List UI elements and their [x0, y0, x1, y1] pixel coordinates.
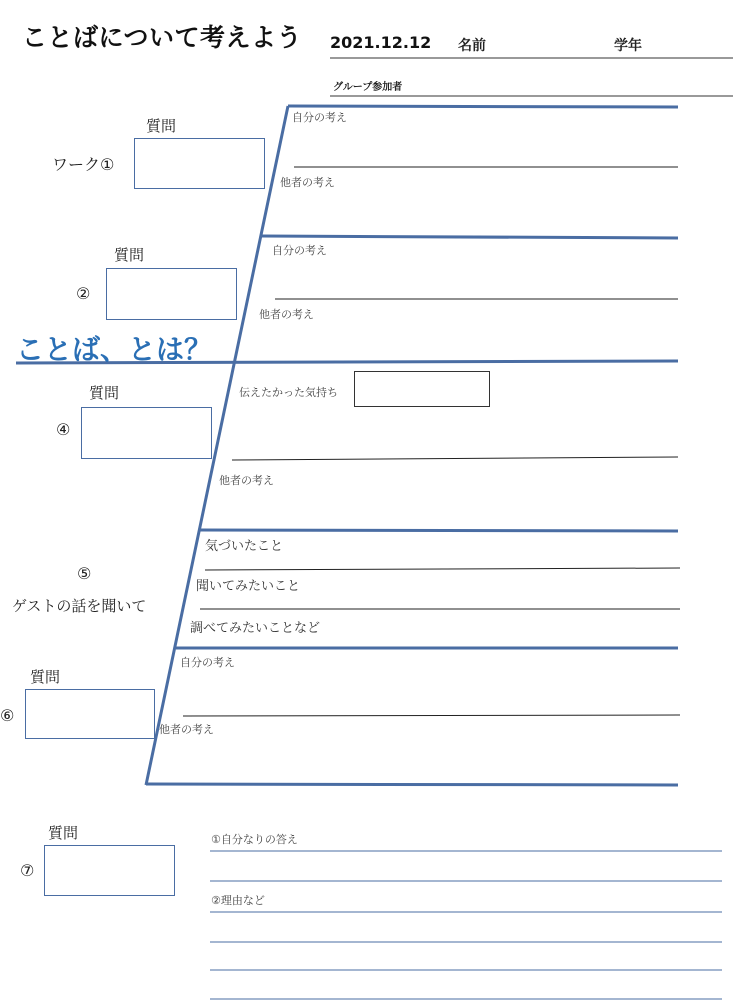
- own-thought-label: 自分の考え: [272, 244, 327, 257]
- question-label: 質問: [89, 384, 120, 402]
- question-label: 質問: [48, 824, 79, 842]
- question-label: 質問: [114, 246, 145, 264]
- others-thought-label: 他者の考え: [259, 308, 314, 321]
- own-thought-label: 自分の考え: [180, 656, 235, 669]
- own-thought-label: 自分の考え: [292, 111, 347, 124]
- others-thought-label: 他者の考え: [159, 723, 214, 736]
- noticed-label: 気づいたこと: [205, 539, 284, 554]
- section-line: [199, 530, 678, 531]
- question-label: 質問: [30, 668, 61, 686]
- question-box-6[interactable]: [25, 689, 155, 739]
- page-title: ことばについて考えよう: [22, 23, 303, 52]
- feeling-box[interactable]: [354, 371, 490, 407]
- own-answer-label: ①自分なりの答え: [211, 833, 298, 846]
- want-to-research-label: 調べてみたいことなど: [190, 621, 321, 636]
- divider-line: [205, 568, 680, 570]
- group-label: グループ参加者: [333, 82, 403, 93]
- want-to-ask-label: 聞いてみたいこと: [196, 579, 301, 594]
- section-5-number: ⑤: [77, 564, 92, 583]
- guest-label: ゲストの話を聞いて: [12, 597, 147, 615]
- question-box-4[interactable]: [81, 407, 212, 459]
- question-box-7[interactable]: [44, 845, 175, 896]
- question-box-1[interactable]: [134, 138, 265, 189]
- feeling-label: 伝えたかった気持ち: [239, 386, 338, 399]
- question-box-2[interactable]: [106, 268, 237, 320]
- section-6-number: ⑥: [0, 706, 15, 725]
- reasons-label: ②理由など: [211, 894, 265, 907]
- divider-line: [232, 457, 678, 460]
- section-line: [262, 236, 678, 238]
- grade-label: 学年: [614, 38, 642, 54]
- question-label: 質問: [146, 117, 177, 135]
- section-2-number: ②: [76, 284, 91, 303]
- section-4-number: ④: [56, 420, 71, 439]
- section-line: [288, 106, 678, 107]
- divider-line: [183, 715, 680, 716]
- big-question-heading: ことば、とは？: [16, 333, 213, 366]
- work1-label: ワーク①: [52, 155, 115, 174]
- name-label: 名前: [458, 38, 486, 54]
- date-text: 2021.12.12: [330, 33, 432, 52]
- others-thought-label: 他者の考え: [219, 474, 274, 487]
- section-7-number: ⑦: [20, 861, 35, 880]
- section-line: [146, 784, 678, 785]
- others-thought-label: 他者の考え: [280, 176, 335, 189]
